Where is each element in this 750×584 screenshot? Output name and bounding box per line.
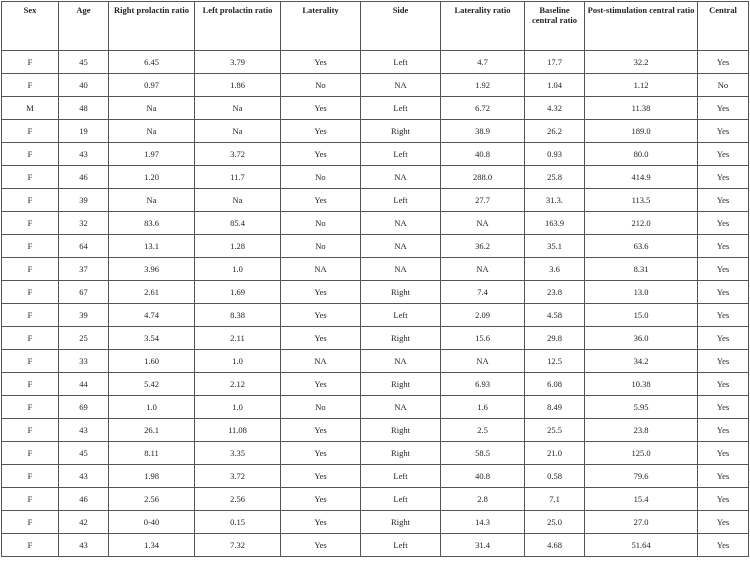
- table-row: [2, 74, 749, 97]
- left-prolactin-ratio-cell: 1.0: [195, 350, 281, 373]
- table-row: [2, 166, 749, 189]
- central-cell: Yes: [698, 534, 749, 557]
- side-cell: NA: [361, 258, 441, 281]
- baseline-central-ratio-cell: 4.32: [525, 97, 585, 120]
- laterality-cell: Yes: [281, 189, 361, 212]
- table-header: [2, 2, 749, 51]
- sex-cell: F: [2, 442, 59, 465]
- left-prolactin-ratio-cell: 3.35: [195, 442, 281, 465]
- age-cell: 46: [59, 488, 109, 511]
- table-body: [2, 51, 749, 557]
- laterality-cell: Yes: [281, 51, 361, 74]
- side-cell: NA: [361, 350, 441, 373]
- laterality-cell: Yes: [281, 281, 361, 304]
- baseline-central-ratio-cell: 4.58: [525, 304, 585, 327]
- left-prolactin-ratio-cell: 1.86: [195, 74, 281, 97]
- central-cell: Yes: [698, 350, 749, 373]
- central-cell: Yes: [698, 396, 749, 419]
- left-prolactin-ratio-cell: 85.4: [195, 212, 281, 235]
- central-cell: Yes: [698, 465, 749, 488]
- left-prolactin-ratio-cell: 1.0: [195, 396, 281, 419]
- laterality-ratio-cell: 6.93: [441, 373, 525, 396]
- left-prolactin-ratio-cell: 7.32: [195, 534, 281, 557]
- post-stimulation-central-ratio-cell: 125.0: [585, 442, 698, 465]
- sex-cell: F: [2, 488, 59, 511]
- post-stimulation-central-ratio-cell: 23.8: [585, 419, 698, 442]
- laterality-cell: No: [281, 212, 361, 235]
- laterality-cell: No: [281, 74, 361, 97]
- sex-cell: F: [2, 304, 59, 327]
- laterality-ratio-cell: NA: [441, 212, 525, 235]
- central-cell: Yes: [698, 258, 749, 281]
- post-stimulation-central-ratio-cell: 15.0: [585, 304, 698, 327]
- baseline-central-ratio-cell: 31.3.: [525, 189, 585, 212]
- right-prolactin-ratio-cell: 5.42: [109, 373, 195, 396]
- table-row: [2, 281, 749, 304]
- sex-cell: F: [2, 419, 59, 442]
- age-cell: 46: [59, 166, 109, 189]
- left-prolactin-ratio-cell: 11.08: [195, 419, 281, 442]
- side-cell: Left: [361, 534, 441, 557]
- table-row: [2, 143, 749, 166]
- laterality-cell: No: [281, 235, 361, 258]
- central-cell: Yes: [698, 166, 749, 189]
- baseline-central-ratio-cell: 35.1: [525, 235, 585, 258]
- post-stimulation-central-ratio-cell: 27.0: [585, 511, 698, 534]
- right-prolactin-ratio-cell: 26.1: [109, 419, 195, 442]
- post-stimulation-central-ratio-cell: 1.12: [585, 74, 698, 97]
- age-cell: 43: [59, 534, 109, 557]
- laterality-ratio-cell: 15.6: [441, 327, 525, 350]
- sex-cell: F: [2, 511, 59, 534]
- table-row: [2, 304, 749, 327]
- laterality-cell: Yes: [281, 373, 361, 396]
- baseline-central-ratio-cell: 4.68: [525, 534, 585, 557]
- baseline-central-ratio-cell: 21.0: [525, 442, 585, 465]
- laterality-cell: Yes: [281, 511, 361, 534]
- post-stimulation-central-ratio-cell: 51.64: [585, 534, 698, 557]
- table-row: [2, 97, 749, 120]
- data-table: [1, 1, 749, 557]
- laterality-cell: Yes: [281, 304, 361, 327]
- central-cell: Yes: [698, 281, 749, 304]
- side-cell: NA: [361, 74, 441, 97]
- baseline-central-ratio-cell: 7.1: [525, 488, 585, 511]
- post-stimulation-central-ratio-cell: 113.5: [585, 189, 698, 212]
- right-prolactin-ratio-cell: 1.60: [109, 350, 195, 373]
- side-cell: Right: [361, 511, 441, 534]
- post-stimulation-central-ratio-cell: 13.0: [585, 281, 698, 304]
- sex-cell: F: [2, 350, 59, 373]
- laterality-cell: Yes: [281, 120, 361, 143]
- post-stimulation-central-ratio-cell: 11.38: [585, 97, 698, 120]
- age-cell: 33: [59, 350, 109, 373]
- central-cell: Yes: [698, 51, 749, 74]
- age-cell: 64: [59, 235, 109, 258]
- central-cell: Yes: [698, 97, 749, 120]
- left-prolactin-ratio-cell: Na: [195, 97, 281, 120]
- age-cell: 43: [59, 465, 109, 488]
- header-side: Side: [361, 2, 441, 51]
- sex-cell: F: [2, 327, 59, 350]
- header-age: Age: [59, 2, 109, 51]
- table-row: [2, 396, 749, 419]
- side-cell: NA: [361, 212, 441, 235]
- central-cell: Yes: [698, 120, 749, 143]
- sex-cell: M: [2, 97, 59, 120]
- baseline-central-ratio-cell: 0.58: [525, 465, 585, 488]
- age-cell: 48: [59, 97, 109, 120]
- age-cell: 42: [59, 511, 109, 534]
- laterality-cell: NA: [281, 350, 361, 373]
- left-prolactin-ratio-cell: 3.79: [195, 51, 281, 74]
- central-cell: Yes: [698, 373, 749, 396]
- side-cell: Left: [361, 465, 441, 488]
- header-laterality-ratio: Laterality ratio: [441, 2, 525, 51]
- post-stimulation-central-ratio-cell: 8.31: [585, 258, 698, 281]
- baseline-central-ratio-cell: 29.8: [525, 327, 585, 350]
- laterality-ratio-cell: 2.5: [441, 419, 525, 442]
- baseline-central-ratio-cell: 6.08: [525, 373, 585, 396]
- post-stimulation-central-ratio-cell: 36.0: [585, 327, 698, 350]
- side-cell: NA: [361, 166, 441, 189]
- post-stimulation-central-ratio-cell: 414.9: [585, 166, 698, 189]
- post-stimulation-central-ratio-cell: 15.4: [585, 488, 698, 511]
- baseline-central-ratio-cell: 25.8: [525, 166, 585, 189]
- left-prolactin-ratio-cell: Na: [195, 189, 281, 212]
- laterality-ratio-cell: 14.3: [441, 511, 525, 534]
- age-cell: 39: [59, 189, 109, 212]
- right-prolactin-ratio-cell: 6.45: [109, 51, 195, 74]
- central-cell: Yes: [698, 488, 749, 511]
- table-row: [2, 419, 749, 442]
- sex-cell: F: [2, 534, 59, 557]
- side-cell: Left: [361, 488, 441, 511]
- side-cell: NA: [361, 396, 441, 419]
- left-prolactin-ratio-cell: 2.11: [195, 327, 281, 350]
- central-cell: Yes: [698, 143, 749, 166]
- laterality-ratio-cell: 6.72: [441, 97, 525, 120]
- baseline-central-ratio-cell: 25.5: [525, 419, 585, 442]
- laterality-cell: Yes: [281, 327, 361, 350]
- central-cell: Yes: [698, 511, 749, 534]
- right-prolactin-ratio-cell: 4.74: [109, 304, 195, 327]
- central-cell: No: [698, 74, 749, 97]
- central-cell: Yes: [698, 442, 749, 465]
- sex-cell: F: [2, 120, 59, 143]
- laterality-ratio-cell: 1.92: [441, 74, 525, 97]
- sex-cell: F: [2, 212, 59, 235]
- right-prolactin-ratio-cell: 1.98: [109, 465, 195, 488]
- post-stimulation-central-ratio-cell: 63.6: [585, 235, 698, 258]
- right-prolactin-ratio-cell: 13.1: [109, 235, 195, 258]
- table-row: [2, 511, 749, 534]
- right-prolactin-ratio-cell: 1.20: [109, 166, 195, 189]
- table-row: [2, 442, 749, 465]
- laterality-ratio-cell: 4.7: [441, 51, 525, 74]
- side-cell: Left: [361, 189, 441, 212]
- laterality-ratio-cell: NA: [441, 258, 525, 281]
- right-prolactin-ratio-cell: 0-40: [109, 511, 195, 534]
- laterality-cell: No: [281, 396, 361, 419]
- header-left-prolactin-ratio: Left prolactin ratio: [195, 2, 281, 51]
- sex-cell: F: [2, 189, 59, 212]
- post-stimulation-central-ratio-cell: 212.0: [585, 212, 698, 235]
- laterality-ratio-cell: 38.9: [441, 120, 525, 143]
- left-prolactin-ratio-cell: 3.72: [195, 465, 281, 488]
- laterality-ratio-cell: 27.7: [441, 189, 525, 212]
- age-cell: 25: [59, 327, 109, 350]
- post-stimulation-central-ratio-cell: 189.0: [585, 120, 698, 143]
- right-prolactin-ratio-cell: 2.61: [109, 281, 195, 304]
- header-central: Central: [698, 2, 749, 51]
- table-row: [2, 534, 749, 557]
- right-prolactin-ratio-cell: Na: [109, 120, 195, 143]
- sex-cell: F: [2, 166, 59, 189]
- central-cell: Yes: [698, 212, 749, 235]
- age-cell: 67: [59, 281, 109, 304]
- central-cell: Yes: [698, 235, 749, 258]
- side-cell: Right: [361, 120, 441, 143]
- laterality-ratio-cell: 1.6: [441, 396, 525, 419]
- age-cell: 44: [59, 373, 109, 396]
- age-cell: 32: [59, 212, 109, 235]
- header-post-stimulation-central-ratio: Post-stimulation central ratio: [585, 2, 698, 51]
- side-cell: Left: [361, 143, 441, 166]
- age-cell: 43: [59, 419, 109, 442]
- sex-cell: F: [2, 51, 59, 74]
- central-cell: Yes: [698, 304, 749, 327]
- table-row: [2, 488, 749, 511]
- left-prolactin-ratio-cell: 2.12: [195, 373, 281, 396]
- right-prolactin-ratio-cell: 1.97: [109, 143, 195, 166]
- laterality-ratio-cell: 288.0: [441, 166, 525, 189]
- left-prolactin-ratio-cell: 3.72: [195, 143, 281, 166]
- table-row: [2, 120, 749, 143]
- right-prolactin-ratio-cell: 3.54: [109, 327, 195, 350]
- sex-cell: F: [2, 258, 59, 281]
- laterality-cell: Yes: [281, 419, 361, 442]
- age-cell: 69: [59, 396, 109, 419]
- right-prolactin-ratio-cell: 8.11: [109, 442, 195, 465]
- header-sex: Sex: [2, 2, 59, 51]
- laterality-cell: NA: [281, 258, 361, 281]
- right-prolactin-ratio-cell: 3.96: [109, 258, 195, 281]
- baseline-central-ratio-cell: 26.2: [525, 120, 585, 143]
- sex-cell: F: [2, 465, 59, 488]
- header-laterality: Laterality: [281, 2, 361, 51]
- laterality-ratio-cell: 2.8: [441, 488, 525, 511]
- post-stimulation-central-ratio-cell: 80.0: [585, 143, 698, 166]
- right-prolactin-ratio-cell: 0.97: [109, 74, 195, 97]
- laterality-ratio-cell: 2.09: [441, 304, 525, 327]
- baseline-central-ratio-cell: 23.8: [525, 281, 585, 304]
- side-cell: Left: [361, 304, 441, 327]
- sex-cell: F: [2, 235, 59, 258]
- side-cell: Right: [361, 327, 441, 350]
- left-prolactin-ratio-cell: 2.56: [195, 488, 281, 511]
- age-cell: 40: [59, 74, 109, 97]
- laterality-ratio-cell: 31.4: [441, 534, 525, 557]
- right-prolactin-ratio-cell: 1.0: [109, 396, 195, 419]
- laterality-cell: Yes: [281, 442, 361, 465]
- left-prolactin-ratio-cell: 1.28: [195, 235, 281, 258]
- header-row: [2, 2, 749, 51]
- laterality-ratio-cell: 40.8: [441, 143, 525, 166]
- table-row: [2, 235, 749, 258]
- side-cell: Right: [361, 281, 441, 304]
- laterality-cell: Yes: [281, 465, 361, 488]
- post-stimulation-central-ratio-cell: 32.2: [585, 51, 698, 74]
- post-stimulation-central-ratio-cell: 10.38: [585, 373, 698, 396]
- laterality-cell: Yes: [281, 143, 361, 166]
- central-cell: Yes: [698, 189, 749, 212]
- baseline-central-ratio-cell: 25.0: [525, 511, 585, 534]
- table-row: [2, 350, 749, 373]
- sex-cell: F: [2, 143, 59, 166]
- laterality-ratio-cell: 7.4: [441, 281, 525, 304]
- sex-cell: F: [2, 74, 59, 97]
- right-prolactin-ratio-cell: 2.56: [109, 488, 195, 511]
- laterality-cell: Yes: [281, 97, 361, 120]
- age-cell: 19: [59, 120, 109, 143]
- left-prolactin-ratio-cell: Na: [195, 120, 281, 143]
- side-cell: Left: [361, 97, 441, 120]
- left-prolactin-ratio-cell: 0.15: [195, 511, 281, 534]
- central-cell: Yes: [698, 419, 749, 442]
- table-row: [2, 189, 749, 212]
- laterality-ratio-cell: 40.8: [441, 465, 525, 488]
- baseline-central-ratio-cell: 1.04: [525, 74, 585, 97]
- table-row: [2, 258, 749, 281]
- side-cell: Right: [361, 419, 441, 442]
- table-row: [2, 327, 749, 350]
- baseline-central-ratio-cell: 3.6: [525, 258, 585, 281]
- central-cell: Yes: [698, 327, 749, 350]
- table-row: [2, 212, 749, 235]
- header-baseline-central-ratio: Baseline central ratio: [525, 2, 585, 51]
- left-prolactin-ratio-cell: 1.69: [195, 281, 281, 304]
- laterality-cell: No: [281, 166, 361, 189]
- laterality-ratio-cell: 36.2: [441, 235, 525, 258]
- baseline-central-ratio-cell: 8.49: [525, 396, 585, 419]
- laterality-ratio-cell: 58.5: [441, 442, 525, 465]
- laterality-ratio-cell: NA: [441, 350, 525, 373]
- baseline-central-ratio-cell: 0.93: [525, 143, 585, 166]
- left-prolactin-ratio-cell: 8.38: [195, 304, 281, 327]
- sex-cell: F: [2, 396, 59, 419]
- side-cell: NA: [361, 235, 441, 258]
- side-cell: Right: [361, 373, 441, 396]
- table-row: [2, 373, 749, 396]
- right-prolactin-ratio-cell: Na: [109, 97, 195, 120]
- laterality-cell: Yes: [281, 488, 361, 511]
- sex-cell: F: [2, 281, 59, 304]
- post-stimulation-central-ratio-cell: 5.95: [585, 396, 698, 419]
- sex-cell: F: [2, 373, 59, 396]
- side-cell: Right: [361, 442, 441, 465]
- age-cell: 39: [59, 304, 109, 327]
- right-prolactin-ratio-cell: 83.6: [109, 212, 195, 235]
- baseline-central-ratio-cell: 163.9: [525, 212, 585, 235]
- age-cell: 43: [59, 143, 109, 166]
- left-prolactin-ratio-cell: 1.0: [195, 258, 281, 281]
- baseline-central-ratio-cell: 12.5: [525, 350, 585, 373]
- post-stimulation-central-ratio-cell: 34.2: [585, 350, 698, 373]
- age-cell: 45: [59, 51, 109, 74]
- right-prolactin-ratio-cell: 1.34: [109, 534, 195, 557]
- table-row: [2, 51, 749, 74]
- post-stimulation-central-ratio-cell: 79.6: [585, 465, 698, 488]
- side-cell: Left: [361, 51, 441, 74]
- right-prolactin-ratio-cell: Na: [109, 189, 195, 212]
- baseline-central-ratio-cell: 17.7: [525, 51, 585, 74]
- table-row: [2, 465, 749, 488]
- laterality-cell: Yes: [281, 534, 361, 557]
- age-cell: 37: [59, 258, 109, 281]
- age-cell: 45: [59, 442, 109, 465]
- left-prolactin-ratio-cell: 11.7: [195, 166, 281, 189]
- header-right-prolactin-ratio: Right prolactin ratio: [109, 2, 195, 51]
